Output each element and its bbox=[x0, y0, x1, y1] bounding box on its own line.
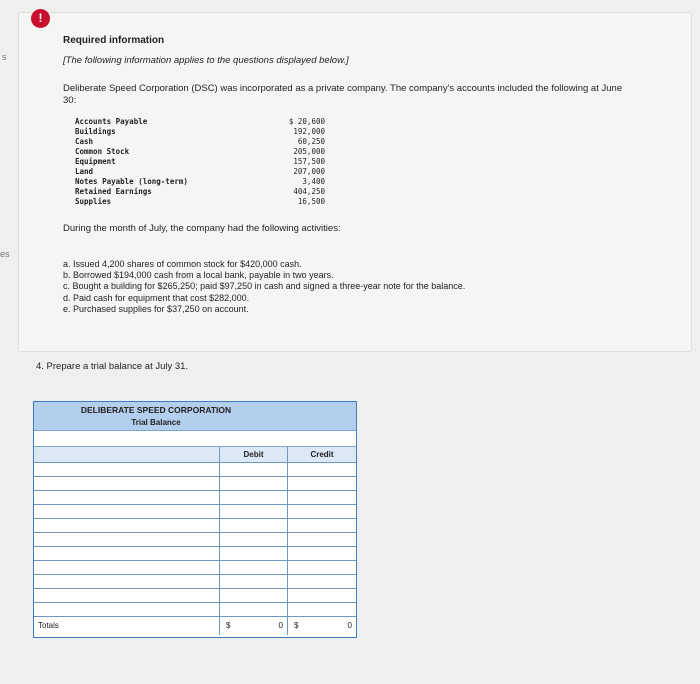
credit-input[interactable] bbox=[288, 603, 356, 616]
account-select[interactable] bbox=[34, 477, 220, 490]
account-name: Buildings bbox=[75, 127, 116, 136]
activity-item: e. Purchased supplies for $37,250 on account. bbox=[63, 303, 249, 314]
alert-icon: ! bbox=[31, 9, 50, 28]
table-row bbox=[34, 603, 356, 617]
account-select[interactable] bbox=[34, 589, 220, 602]
debit-input[interactable] bbox=[220, 463, 288, 476]
activities-intro: During the month of July, the company had the following activities: bbox=[63, 223, 341, 234]
account-amount: 205,000 bbox=[293, 147, 325, 156]
account-select[interactable] bbox=[34, 491, 220, 504]
account-row bbox=[75, 127, 325, 137]
account-select[interactable] bbox=[34, 561, 220, 574]
account-row bbox=[75, 187, 325, 197]
account-name: Retained Earnings bbox=[75, 187, 152, 196]
account-column-header bbox=[34, 447, 220, 462]
activity-item: a. Issued 4,200 shares of common stock for $420,000 cash. bbox=[63, 259, 302, 269]
debit-input[interactable] bbox=[220, 491, 288, 504]
information-panel bbox=[18, 12, 692, 352]
account-amount: 60,250 bbox=[297, 137, 325, 146]
account-name: Notes Payable (long-term) bbox=[75, 177, 188, 186]
debit-column-header: Debit bbox=[220, 447, 288, 462]
account-amount: 404,250 bbox=[293, 187, 325, 196]
credit-column-header: Credit bbox=[310, 450, 334, 459]
account-select[interactable] bbox=[34, 547, 220, 560]
left-edge-mark: es bbox=[0, 249, 10, 259]
trial-balance-title: Trial Balance bbox=[131, 418, 181, 427]
account-row bbox=[75, 177, 325, 187]
table-row bbox=[34, 575, 356, 589]
activity-item: c. Bought a building for $265,250; paid $97,250 in cash and signed a three-year note for the balance. bbox=[63, 281, 466, 292]
account-row bbox=[75, 147, 325, 157]
left-edge-mark: s bbox=[2, 52, 7, 62]
account-select[interactable] bbox=[34, 519, 220, 532]
account-list bbox=[75, 117, 325, 207]
debit-input[interactable] bbox=[220, 519, 288, 532]
credit-input[interactable] bbox=[288, 463, 356, 476]
credit-input[interactable] bbox=[288, 561, 356, 574]
intro-text: Deliberate Speed Corporation (DSC) was incorporated as a private company. The company's accounts included the following at June 30: bbox=[63, 83, 623, 106]
column-header-row bbox=[34, 447, 356, 463]
table-row bbox=[34, 505, 356, 519]
account-name: Supplies bbox=[75, 197, 112, 206]
debit-input[interactable] bbox=[220, 477, 288, 490]
account-select[interactable] bbox=[34, 505, 220, 518]
account-amount: 3,400 bbox=[302, 177, 325, 186]
account-row bbox=[75, 167, 325, 177]
account-select[interactable] bbox=[34, 575, 220, 588]
account-row bbox=[75, 197, 325, 207]
credit-total-cell bbox=[288, 617, 356, 635]
table-row bbox=[34, 561, 356, 575]
debit-input[interactable] bbox=[220, 603, 288, 616]
table-row bbox=[34, 547, 356, 561]
account-row bbox=[75, 117, 325, 127]
totals-label: Totals bbox=[34, 617, 220, 635]
date-input[interactable] bbox=[34, 430, 356, 447]
debit-total: 0 bbox=[278, 621, 283, 630]
account-name: Accounts Payable bbox=[75, 117, 148, 126]
credit-input[interactable] bbox=[288, 477, 356, 490]
credit-total: 0 bbox=[347, 621, 352, 630]
account-amount: 157,500 bbox=[293, 157, 325, 166]
currency-symbol: $ bbox=[226, 621, 231, 630]
credit-input[interactable] bbox=[288, 519, 356, 532]
totals-row bbox=[34, 617, 356, 635]
account-name: Common Stock bbox=[75, 147, 130, 156]
debit-total-cell bbox=[220, 617, 288, 635]
company-name: DELIBERATE SPEED CORPORATION bbox=[80, 405, 232, 415]
table-row bbox=[34, 477, 356, 491]
account-amount: 16,500 bbox=[297, 197, 325, 206]
debit-input[interactable] bbox=[220, 533, 288, 546]
account-name: Equipment bbox=[75, 157, 116, 166]
credit-input[interactable] bbox=[288, 505, 356, 518]
activities-list bbox=[63, 259, 465, 315]
trial-balance-table bbox=[33, 401, 357, 638]
account-row bbox=[75, 137, 325, 147]
question-4: 4. Prepare a trial balance at July 31. bbox=[36, 361, 189, 372]
debit-input[interactable] bbox=[220, 575, 288, 588]
account-row bbox=[75, 157, 325, 167]
table-row bbox=[34, 589, 356, 603]
table-row bbox=[34, 463, 356, 477]
credit-input[interactable] bbox=[288, 575, 356, 588]
account-name: Land bbox=[75, 167, 94, 176]
table-row bbox=[34, 533, 356, 547]
credit-input[interactable] bbox=[288, 491, 356, 504]
account-amount: 207,000 bbox=[293, 167, 325, 176]
activity-item: b. Borrowed $194,000 cash from a local bank, payable in two years. bbox=[63, 270, 334, 281]
account-select[interactable] bbox=[34, 463, 220, 476]
debit-input[interactable] bbox=[220, 589, 288, 602]
account-amount: 192,000 bbox=[293, 127, 325, 136]
account-select[interactable] bbox=[34, 603, 220, 616]
credit-input[interactable] bbox=[288, 533, 356, 546]
account-select[interactable] bbox=[34, 533, 220, 546]
required-information-note: [The following information applies to the questions displayed below.] bbox=[63, 55, 349, 66]
trial-balance-header bbox=[34, 402, 356, 430]
debit-input[interactable] bbox=[220, 547, 288, 560]
debit-input[interactable] bbox=[220, 561, 288, 574]
debit-input[interactable] bbox=[220, 505, 288, 518]
table-row bbox=[34, 491, 356, 505]
required-information-title: Required information bbox=[63, 35, 165, 46]
currency-symbol: $ bbox=[294, 621, 299, 630]
credit-input[interactable] bbox=[288, 547, 356, 560]
activity-item: d. Paid cash for equipment that cost $282,000. bbox=[63, 292, 250, 303]
table-row bbox=[34, 519, 356, 533]
account-name: Cash bbox=[75, 137, 94, 146]
account-amount: $ 20,600 bbox=[288, 117, 325, 126]
credit-input[interactable] bbox=[288, 589, 356, 602]
